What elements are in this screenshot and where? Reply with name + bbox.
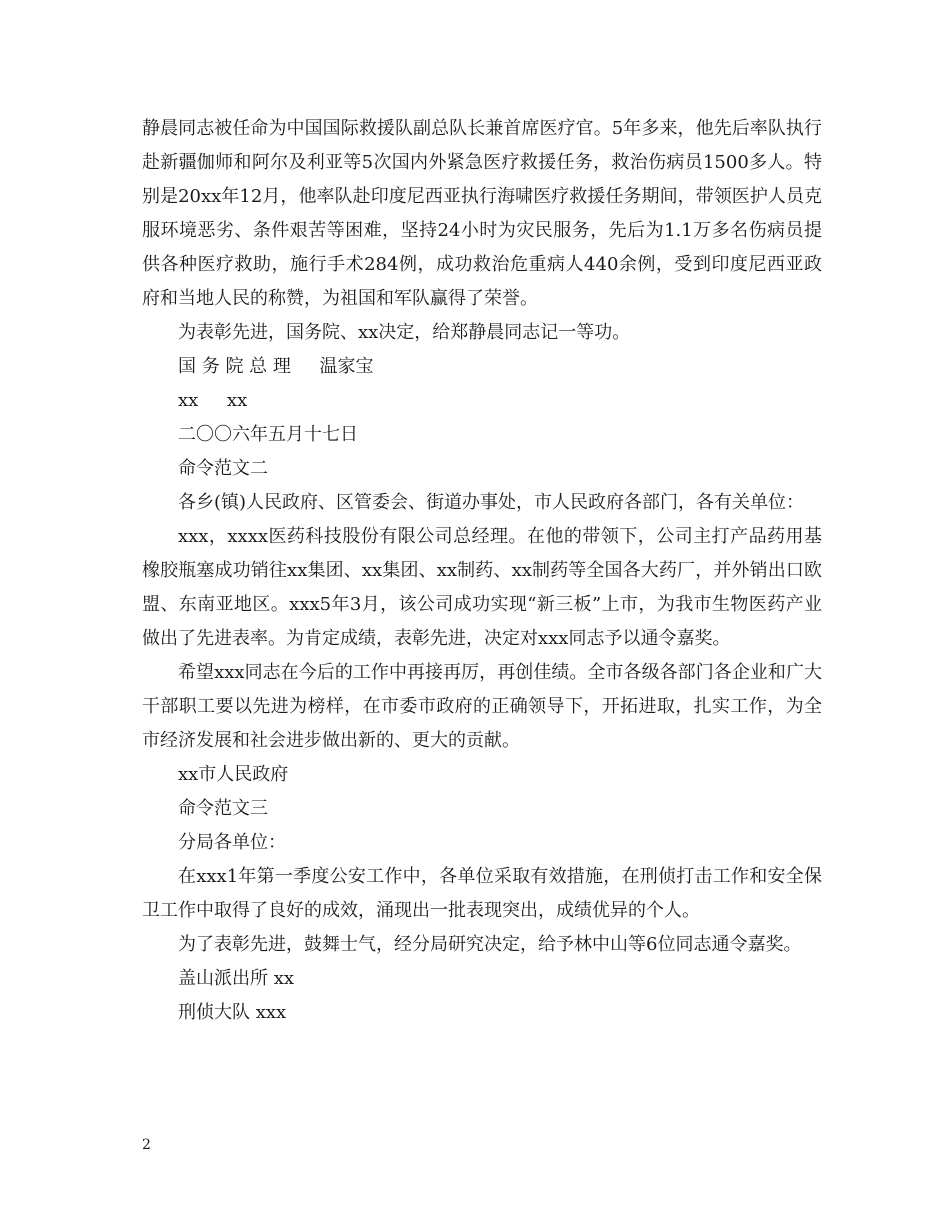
paragraph-police-work: 在xxx1年第一季度公安工作中，各单位采取有效措施，在刑侦打击工作和安全保卫工作中取得了良好的成效，涌现出一批表现突出，成绩优异的个人。 (142, 866, 822, 921)
award-item-police-station: 盖山派出所 xx (178, 968, 295, 989)
paragraph-hope: 希望xxx同志在今后的工作中再接再厉，再创佳绩。全市各级各部门各企业和广大干部职工要以先进为榜样，在市委市政府的正确领导下，开拓进取，扎实工作，为全市经济发展和社会进步做出新的、更大的贡献。 (142, 662, 822, 751)
paragraph-decision: 为表彰先进，国务院、xx决定，给郑静晨同志记一等功。 (178, 322, 631, 343)
paragraph-award-zheng: 静晨同志被任命为中国国际救援队副总队长兼首席医疗官。5年多来，他先后率队执行赴新疆伽师和阿尔及利亚等5次国内外紧急医疗救援任务，救治伤病员1500多人。特别是20xx年12月，他率队赴印度尼西亚执行海啸医疗救援任务期间，带领医护人员克服环境恶劣、条件艰苦等困难，坚持24小时为灾民服务，先后为1.1万多名伤病员提供各种医疗救助，施行手术284例，成功救治危重病人440余例，受到印度尼西亚政府和当地人民的称赞，为祖国和军队赢得了荣誉。 (142, 118, 822, 309)
signature-premier: 国 务 院 总 理 温家宝 (178, 356, 374, 377)
signature-city-government: xx市人民政府 (178, 764, 289, 785)
salutation-2: 各乡(镇)人民政府、区管委会、街道办事处，市人民政府各部门，各有关单位： (178, 492, 805, 513)
salutation-3: 分局各单位： (178, 832, 286, 853)
paragraph-commendation: 为了表彰先进，鼓舞士气，经分局研究决定，给予林中山等6位同志通令嘉奖。 (178, 934, 802, 955)
page-number: 2 (142, 1137, 151, 1153)
section-heading-2: 命令范文二 (178, 458, 268, 479)
section-heading-3: 命令范文三 (178, 798, 268, 819)
signature-xx: xx xx (178, 390, 248, 411)
paragraph-company: xxx，xxxx医药科技股份有限公司总经理。在他的带领下，公司主打产品药用基橡胶瓶塞成功销往xx集团、xx集团、xx制药、xx制药等全国各大药厂，并外销出口欧盟、东南亚地区。xxx5年3月，该公司成功实现“新三板”上市，为我市生物医药产业做出了先进表率。为肯定成绩，表彰先进，决定对xxx同志予以通令嘉奖。 (142, 526, 822, 649)
document-body (142, 112, 822, 1030)
date-line: 二〇〇六年五月十七日 (178, 424, 358, 445)
award-item-criminal-unit: 刑侦大队 xxx (178, 1002, 287, 1023)
